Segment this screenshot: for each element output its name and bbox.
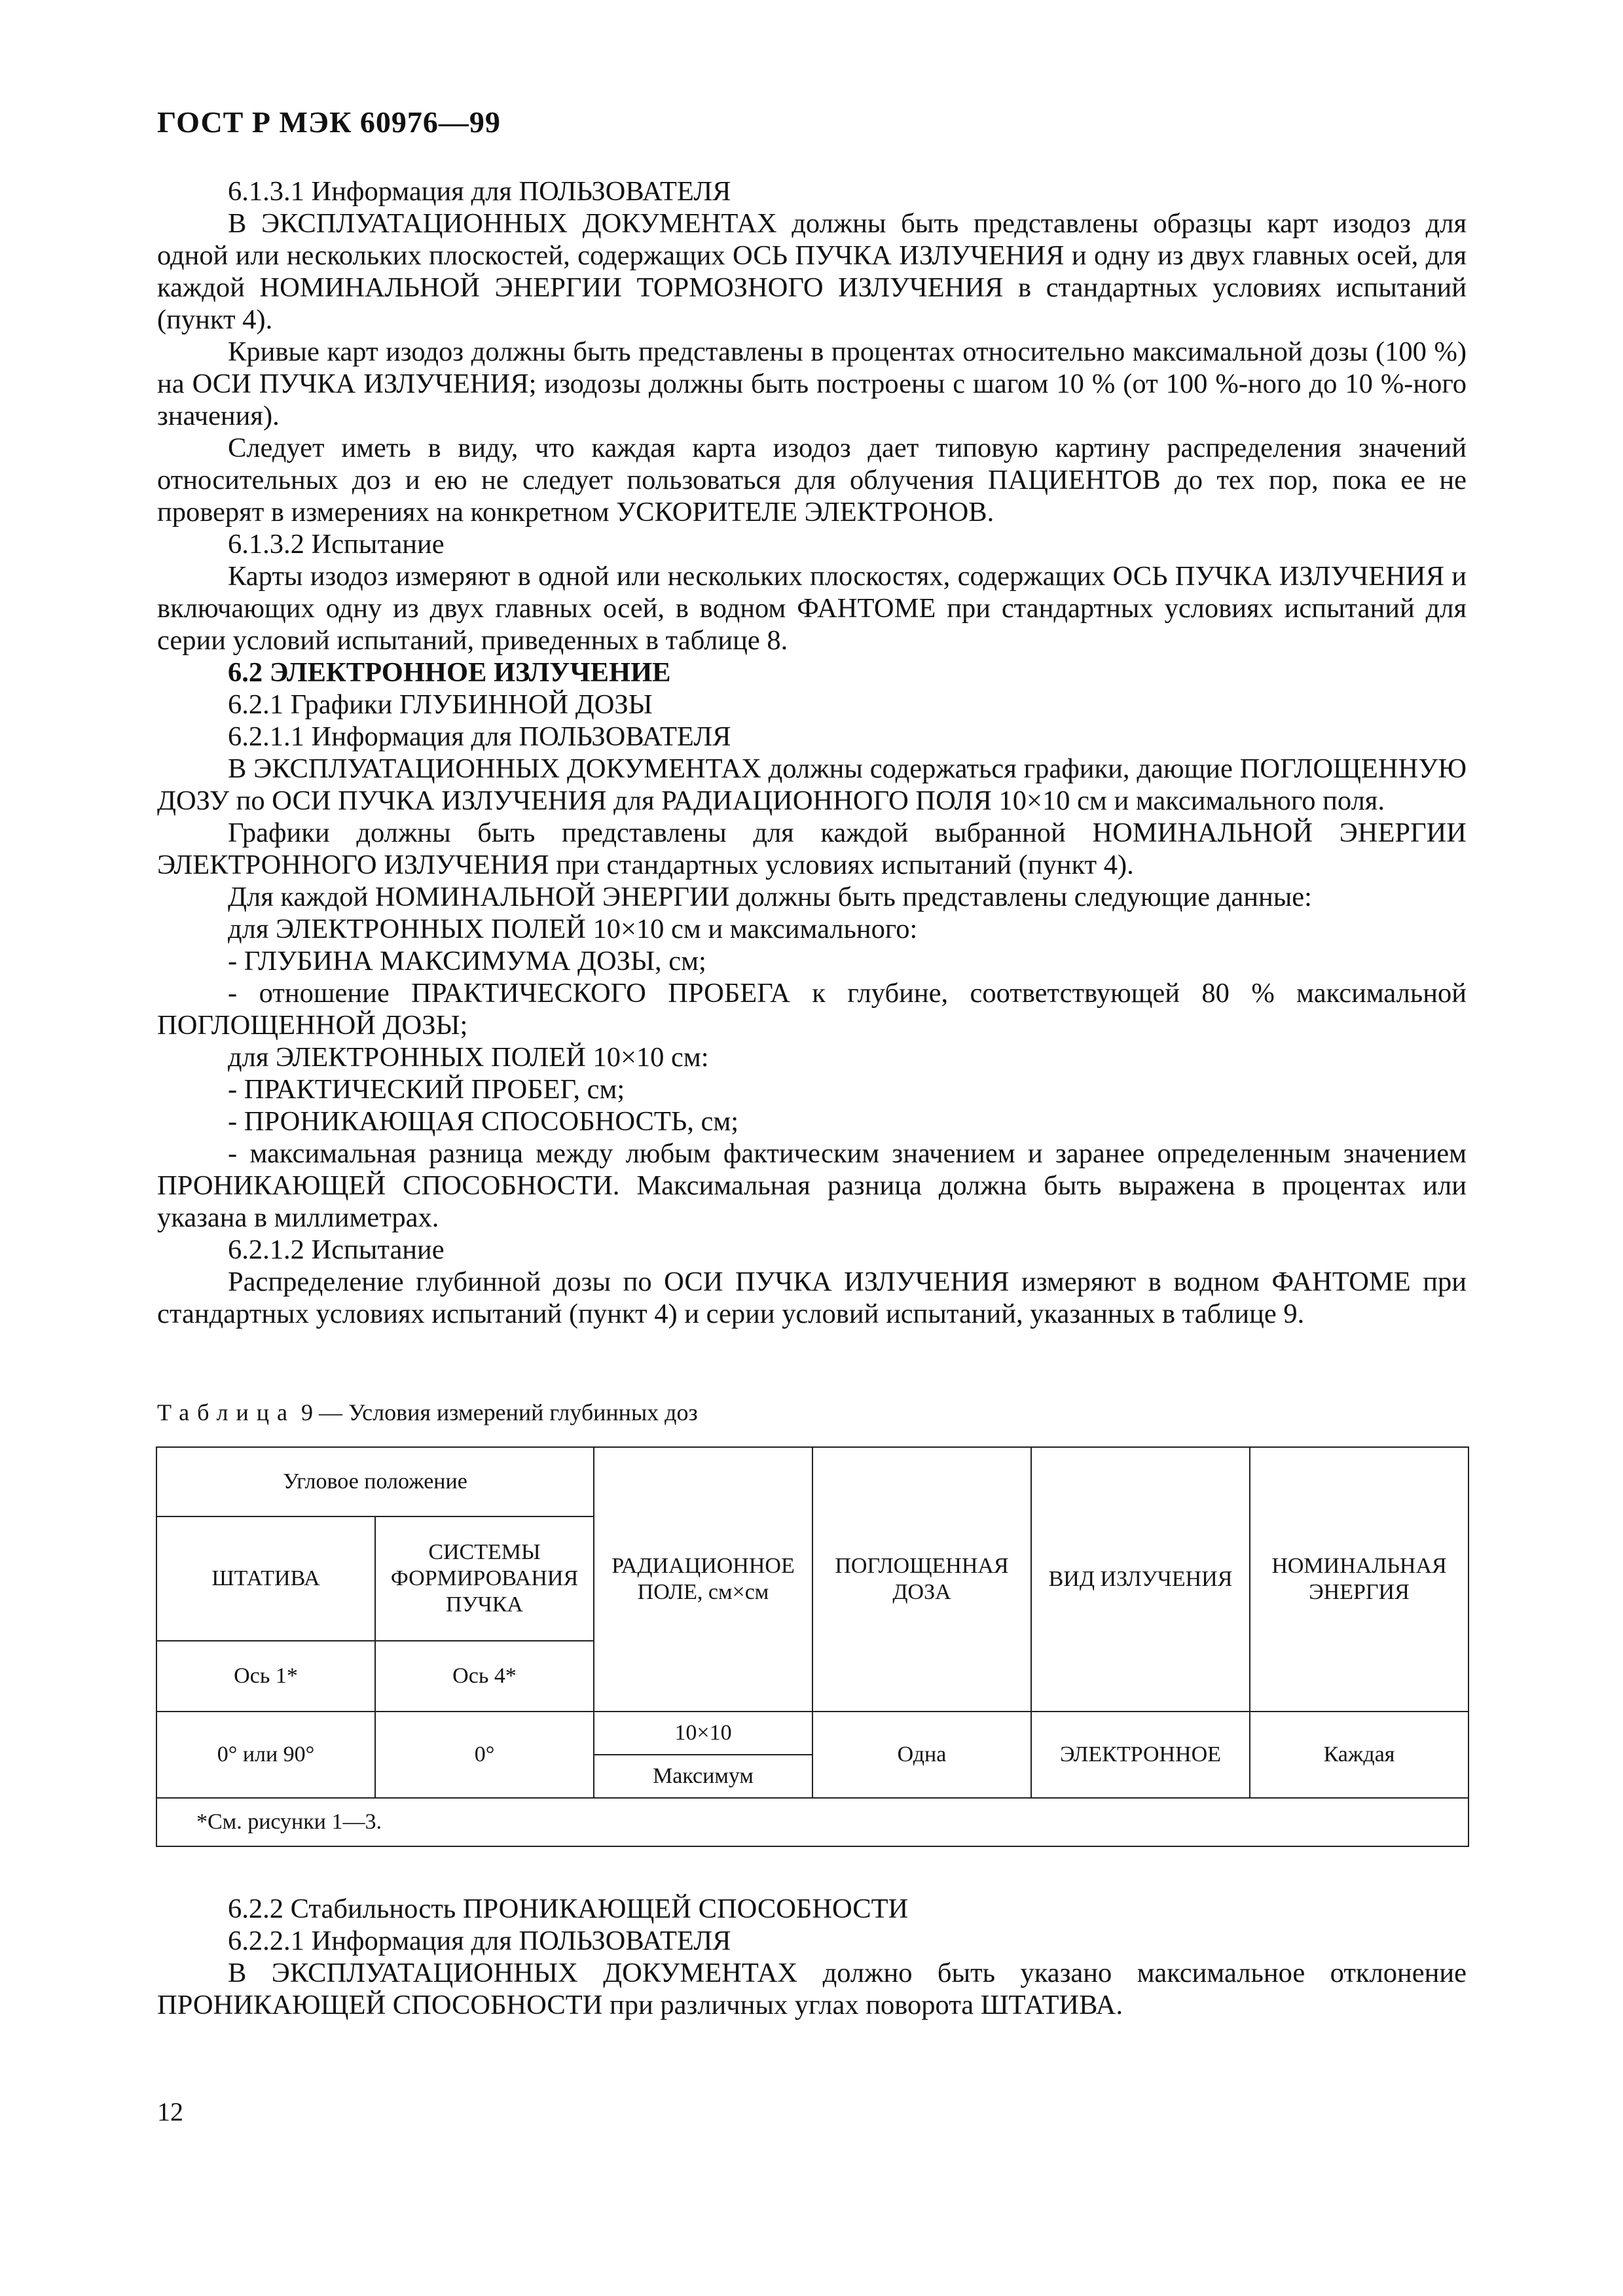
table-caption-word: Таблица [157, 1399, 295, 1426]
paragraph: 6.2.2 Стабильность ПРОНИКАЮЩЕЙ СПОСОБНОСТИ [228, 1893, 909, 1924]
text-after-table [157, 1893, 1467, 2021]
document-header: ГОСТ Р МЭК 60976—99 [157, 105, 501, 139]
paragraph: В ЭКСПЛУАТАЦИОННЫХ ДОКУМЕНТАХ должно быть указано максимальное отклонение ПРОНИКАЮЩЕЙ СПОСОБНОСТИ при различных углах поворота ШТАТИВА. [157, 1958, 1467, 2020]
conditions-table [156, 1446, 1469, 1847]
paragraph: для ЭЛЕКТРОННЫХ ПОЛЕЙ 10×10 см и максимального: [228, 914, 918, 944]
paragraph: Карты изодоз измеряют в одной или нескольких плоскостях, содержащих ОСЬ ПУЧКА ИЗЛУЧЕНИЯ и включающих одну из двух главных осей, в водном ФАНТОМЕ при стандартных условиях испытаний для серии условий испытаний, приведенных в таблице 8. [157, 561, 1467, 656]
table-row [156, 1712, 1468, 1755]
cell-radiation: ЭЛЕКТРОННОЕ [1031, 1712, 1250, 1798]
paragraph: 6.2.1.2 Испытание [228, 1234, 445, 1265]
header-radiation-type: ВИД ИЗЛУЧЕНИЯ [1031, 1447, 1250, 1712]
header-angular-position: Угловое положение [156, 1447, 594, 1516]
paragraph: 6.1.3.2 Испытание [228, 529, 445, 560]
cell-beam-system: 0° [375, 1712, 594, 1798]
header-axis-4: Ось 4* [375, 1641, 594, 1712]
table-caption-text: 9 — Условия измерений глубинных доз [301, 1399, 698, 1426]
paragraph: для ЭЛЕКТРОННЫХ ПОЛЕЙ 10×10 см: [228, 1042, 709, 1073]
page-number: 12 [157, 2097, 183, 2126]
paragraph: Распределение глубинной дозы по ОСИ ПУЧКА ИЗЛУЧЕНИЯ измеряют в водном ФАНТОМЕ при стандартных условиях испытаний (пункт 4) и серии условий испытаний, указанных в таблице 9. [157, 1266, 1467, 1329]
header-absorbed-dose: ПОГЛОЩЕННАЯ ДОЗА [812, 1447, 1031, 1712]
header-nominal-energy: НОМИНАЛЬНАЯ ЭНЕРГИЯ [1250, 1447, 1468, 1712]
list-item: - ПРАКТИЧЕСКИЙ ПРОБЕГ, см; [228, 1074, 625, 1105]
paragraph: В ЭКСПЛУАТАЦИОННЫХ ДОКУМЕНТАХ должны содержаться графики, дающие ПОГЛОЩЕННУЮ ДОЗУ по ОСИ ПУЧКА ИЗЛУЧЕНИЯ для РАДИАЦИОННОГО ПОЛЯ 10×10 см и максимального поля. [157, 753, 1467, 816]
cell-field-10x10: 10×10 [594, 1712, 812, 1755]
cell-field-max: Максимум [594, 1755, 812, 1798]
paragraph: 6.2.1 Графики ГЛУБИННОЙ ДОЗЫ [228, 689, 653, 720]
paragraph: Графики должны быть представлены для каждой выбранной НОМИНАЛЬНОЙ ЭНЕРГИИ ЭЛЕКТРОННОГО ИЗЛУЧЕНИЯ при стандартных условиях испытаний (пункт 4). [157, 817, 1467, 880]
cell-gantry: 0° или 90° [156, 1712, 375, 1798]
paragraph: Следует иметь в виду, что каждая карта изодоз дает типовую картину распределения значений относительных доз и ею не следует пользоваться для облучения ПАЦИЕНТОВ до тех пор, пока ее не проверят в измерениях на конкретном УСКОРИТЕЛЕ ЭЛЕКТРОНОВ. [157, 433, 1467, 528]
section-heading: 6.2 ЭЛЕКТРОННОЕ ИЗЛУЧЕНИЕ [228, 657, 671, 688]
table-header-row [156, 1447, 1468, 1516]
main-text [157, 175, 1467, 1330]
header-beam-system: СИСТЕМЫ ФОРМИРОВАНИЯ ПУЧКА [375, 1516, 594, 1641]
paragraph: 6.2.2.1 Информация для ПОЛЬЗОВАТЕЛЯ [228, 1926, 731, 1956]
header-axis-1: Ось 1* [156, 1641, 375, 1712]
table-note: *См. рисунки 1—3. [156, 1798, 1468, 1846]
list-item: - максимальная разница между любым фактическим значением и заранее определенным значением ПРОНИКАЮЩЕЙ СПОСОБНОСТИ. Максимальная разница должна быть выражена в процентах или указана в миллиметрах. [157, 1138, 1467, 1233]
list-item: - ПРОНИКАЮЩАЯ СПОСОБНОСТЬ, см; [228, 1106, 739, 1137]
table-note-row [156, 1798, 1468, 1846]
cell-energy: Каждая [1250, 1712, 1468, 1798]
cell-dose: Одна [812, 1712, 1031, 1798]
paragraph: Для каждой НОМИНАЛЬНОЙ ЭНЕРГИИ должны быть представлены следующие данные: [228, 882, 1312, 912]
list-item: - отношение ПРАКТИЧЕСКОГО ПРОБЕГА к глубине, соответствующей 80 % максимальной ПОГЛОЩЕННОЙ ДОЗЫ; [157, 978, 1467, 1041]
paragraph: 6.2.1.1 Информация для ПОЛЬЗОВАТЕЛЯ [228, 721, 731, 752]
paragraph: 6.1.3.1 Информация для ПОЛЬЗОВАТЕЛЯ [228, 176, 731, 207]
header-radiation-field: РАДИАЦИОННОЕ ПОЛЕ, см×см [594, 1447, 812, 1712]
paragraph: Кривые карт изодоз должны быть представлены в процентах относительно максимальной дозы (100 %) на ОСИ ПУЧКА ИЗЛУЧЕНИЯ; изодозы должны быть построены с шагом 10 % (от 100 %-ного до 10 %-ного значения). [157, 336, 1467, 431]
header-gantry: ШТАТИВА [156, 1516, 375, 1641]
table-caption [157, 1397, 698, 1428]
paragraph: В ЭКСПЛУАТАЦИОННЫХ ДОКУМЕНТАХ должны быть представлены образцы карт изодоз для одной или нескольких плоскостей, содержащих ОСЬ ПУЧКА ИЗЛУЧЕНИЯ и одну из двух главных осей, для каждой НОМИНАЛЬНОЙ ЭНЕРГИИ ТОРМОЗНОГО ИЗЛУЧЕНИЯ в стандартных условиях испытаний (пункт 4). [157, 208, 1467, 335]
list-item: - ГЛУБИНА МАКСИМУМА ДОЗЫ, см; [228, 946, 706, 977]
